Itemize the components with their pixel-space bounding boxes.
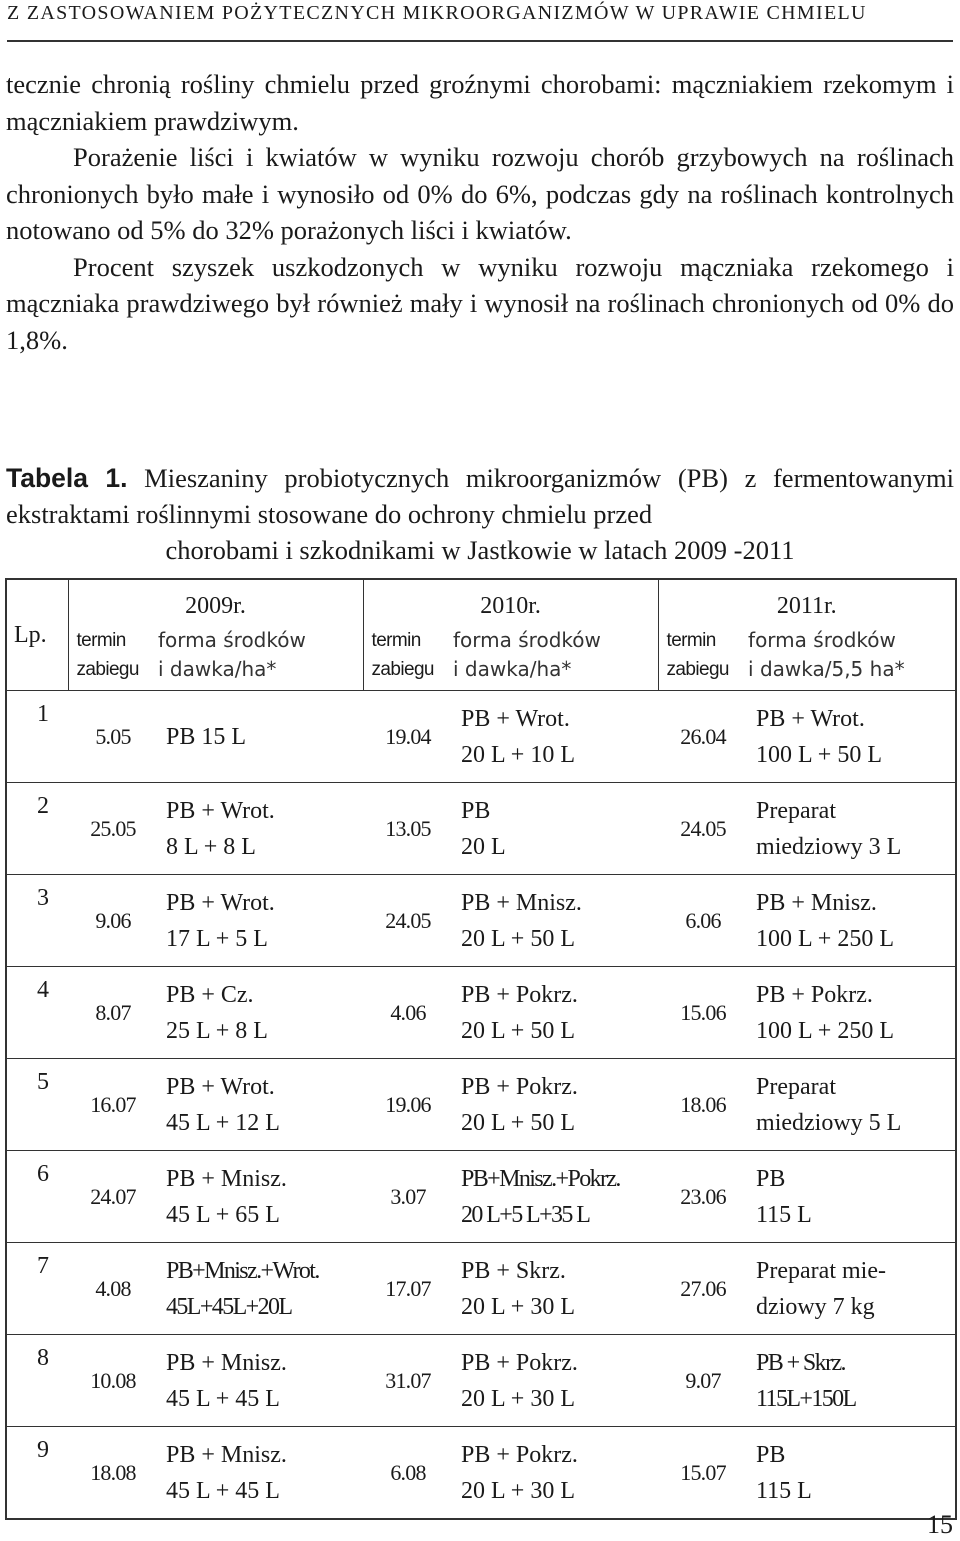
product-name: PB+Mnisz.+Pokrz.	[461, 1165, 620, 1192]
treatment-date: 5.05	[68, 691, 158, 783]
caption-label: Tabela 1.	[6, 463, 128, 493]
product-dose-amount: 20 L + 50 L	[461, 925, 575, 952]
product-dose-amount: 115 L	[756, 1201, 812, 1228]
product-name: PB + Skrz.	[756, 1349, 845, 1376]
product-dose	[748, 691, 956, 783]
treatment-date: 24.05	[363, 875, 453, 967]
caption-last-line: chorobami i szkodnikami w Jastkowie w latach 2009 -2011	[165, 535, 795, 565]
product-dose	[453, 967, 658, 1059]
product-dose-amount: dziowy 7 kg	[756, 1293, 875, 1320]
treatment-date: 13.05	[363, 783, 453, 875]
year-header-row	[6, 579, 956, 620]
year-2009-header: 2009r.	[68, 579, 363, 620]
row-number: 2	[6, 783, 68, 875]
product-dose-amount: 100 L + 50 L	[756, 741, 882, 768]
product-name: PB	[461, 797, 491, 824]
table-row	[6, 1151, 956, 1243]
paragraph-2: Porażenie liści i kwiatów w wyniku rozwoju chorób grzybowych na roślinach chronionych było małe i wynosiło od 0% do 6%, podczas gdy na roślinach kontrolnych notowano od 5% do 32% porażonych liści i kwiatów.	[6, 142, 954, 245]
product-dose	[453, 1059, 658, 1151]
treatment-date: 6.08	[363, 1427, 453, 1520]
treatment-date: 8.07	[68, 967, 158, 1059]
table-row	[6, 1335, 956, 1427]
product-dose	[158, 1059, 363, 1151]
treatment-date: 17.07	[363, 1243, 453, 1335]
row-number: 6	[6, 1151, 68, 1243]
product-dose	[453, 1151, 658, 1243]
lp-header: Lp.	[14, 621, 47, 648]
product-name: PB + Mnisz.	[756, 889, 877, 916]
product-dose	[453, 691, 658, 783]
year-2010-header: 2010r.	[363, 579, 658, 620]
body-text	[6, 66, 954, 358]
product-name: PB + Skrz.	[461, 1257, 566, 1284]
product-dose	[748, 967, 956, 1059]
product-dose-amount: 45 L + 65 L	[166, 1201, 280, 1228]
termin-header-2010: termin zabiegu	[363, 620, 453, 691]
table-row	[6, 783, 956, 875]
product-dose	[748, 1059, 956, 1151]
table-row	[6, 1059, 956, 1151]
product-dose	[158, 1427, 363, 1520]
row-number: 1	[6, 691, 68, 783]
product-dose	[748, 783, 956, 875]
treatment-date: 15.07	[658, 1427, 748, 1520]
product-dose	[453, 875, 658, 967]
product-dose	[158, 691, 363, 783]
forma-header-2010: forma środków i dawka/ha*	[453, 628, 601, 681]
product-dose-amount: 20 L + 30 L	[461, 1293, 575, 1320]
product-name: PB + Wrot.	[461, 705, 570, 732]
termin-header-2011: termin zabiegu	[658, 620, 748, 691]
product-dose	[748, 875, 956, 967]
treatment-date: 27.06	[658, 1243, 748, 1335]
product-name: PB + Cz.	[166, 981, 254, 1008]
product-name: PB 15 L	[166, 723, 247, 750]
year-2011-header: 2011r.	[658, 579, 956, 620]
product-name: PB + Wrot.	[756, 705, 865, 732]
product-dose-amount: 115 L	[756, 1477, 812, 1504]
treatment-date: 9.07	[658, 1335, 748, 1427]
product-name: Preparat mie-	[756, 1257, 886, 1284]
treatment-date: 26.04	[658, 691, 748, 783]
row-number: 8	[6, 1335, 68, 1427]
product-dose-amount: 25 L + 8 L	[166, 1017, 268, 1044]
row-number: 7	[6, 1243, 68, 1335]
treatment-date: 23.06	[658, 1151, 748, 1243]
product-name: Preparat	[756, 1073, 836, 1100]
row-number: 5	[6, 1059, 68, 1151]
product-dose	[748, 1151, 956, 1243]
product-dose	[158, 1335, 363, 1427]
treatment-date: 9.06	[68, 875, 158, 967]
table-row	[6, 1427, 956, 1520]
table-row	[6, 875, 956, 967]
product-dose-amount: 20 L + 30 L	[461, 1385, 575, 1412]
forma-header-2009: forma środków i dawka/ha*	[158, 628, 306, 681]
product-name: PB + Mnisz.	[166, 1165, 287, 1192]
product-name: PB + Mnisz.	[166, 1349, 287, 1376]
treatment-date: 24.05	[658, 783, 748, 875]
product-dose	[453, 1243, 658, 1335]
paragraph-3: Procent szyszek uszkodzonych w wyniku rozwoju mączniaka rzekomego i mączniaka prawdziwego był również mały i wynosił na roślinach chronionych od 0% do 1,8%.	[6, 251, 954, 355]
product-dose	[158, 1243, 363, 1335]
product-dose-amount: 45 L + 45 L	[166, 1385, 280, 1412]
column-header-row	[6, 620, 956, 691]
product-dose-amount: 45 L + 12 L	[166, 1109, 280, 1136]
product-dose	[748, 1427, 956, 1520]
product-dose	[748, 1243, 956, 1335]
table-row	[6, 691, 956, 783]
product-name: PB + Wrot.	[166, 1073, 275, 1100]
product-name: PB + Pokrz.	[461, 1441, 578, 1468]
product-dose-amount: 20 L	[461, 833, 506, 860]
termin-header-2009: termin zabiegu	[68, 620, 158, 691]
paragraph-1: tecznie chronią rośliny chmielu przed groźnymi chorobami: mączniakiem rzekomym i mączniakiem prawdziwym.	[6, 69, 954, 136]
product-dose-amount: 20 L + 30 L	[461, 1477, 575, 1504]
row-number: 3	[6, 875, 68, 967]
product-dose	[453, 783, 658, 875]
product-dose	[158, 967, 363, 1059]
product-dose-amount: 100 L + 250 L	[756, 1017, 894, 1044]
table-row	[6, 1243, 956, 1335]
product-dose-amount: 115L+150L	[756, 1385, 856, 1412]
product-dose-amount: 20 L+5 L+35 L	[461, 1201, 590, 1228]
product-dose	[158, 1151, 363, 1243]
product-dose	[453, 1427, 658, 1520]
table-caption	[6, 460, 954, 568]
treatment-date: 19.04	[363, 691, 453, 783]
product-dose-amount: miedziowy 3 L	[756, 833, 902, 860]
product-name: PB + Mnisz.	[461, 889, 582, 916]
product-name: PB + Pokrz.	[461, 981, 578, 1008]
treatment-date: 6.06	[658, 875, 748, 967]
product-dose	[748, 1335, 956, 1427]
treatment-date: 4.08	[68, 1243, 158, 1335]
product-dose-amount: 45 L + 45 L	[166, 1477, 280, 1504]
product-dose-amount: 45L+45L+20L	[166, 1293, 292, 1320]
product-name: PB + Pokrz.	[461, 1349, 578, 1376]
forma-header-2011: forma środków i dawka/5,5 ha*	[748, 628, 905, 681]
product-name: PB+Mnisz.+Wrot.	[166, 1257, 319, 1284]
product-dose	[453, 1335, 658, 1427]
product-dose-amount: 20 L + 50 L	[461, 1017, 575, 1044]
treatment-date: 10.08	[68, 1335, 158, 1427]
product-name: PB + Wrot.	[166, 797, 275, 824]
running-header: Z ZASTOSOWANIEM POŻYTECZNYCH MIKROORGANIZMÓW W UPRAWIE CHMIELU	[7, 0, 953, 42]
treatment-date: 4.06	[363, 967, 453, 1059]
caption-text: Mieszaniny probiotycznych mikroorganizmów (PB) z fermentowanymi ekstraktami roślinnymi stosowane do ochrony chmielu przed	[6, 463, 955, 529]
row-number: 9	[6, 1427, 68, 1520]
product-name: PB + Pokrz.	[756, 981, 873, 1008]
product-dose	[158, 875, 363, 967]
treatment-date: 24.07	[68, 1151, 158, 1243]
table-row	[6, 967, 956, 1059]
product-name: PB + Wrot.	[166, 889, 275, 916]
treatment-date: 19.06	[363, 1059, 453, 1151]
product-dose-amount: 100 L + 250 L	[756, 925, 894, 952]
treatment-date: 18.06	[658, 1059, 748, 1151]
product-dose	[158, 783, 363, 875]
product-name: PB	[756, 1441, 786, 1468]
treatment-date: 16.07	[68, 1059, 158, 1151]
treatment-date: 31.07	[363, 1335, 453, 1427]
treatment-date: 15.06	[658, 967, 748, 1059]
treatment-date: 3.07	[363, 1151, 453, 1243]
data-table	[5, 578, 957, 1520]
product-dose-amount: 20 L + 50 L	[461, 1109, 575, 1136]
product-dose-amount: miedziowy 5 L	[756, 1109, 902, 1136]
row-number: 4	[6, 967, 68, 1059]
product-name: Preparat	[756, 797, 836, 824]
product-name: PB + Mnisz.	[166, 1441, 287, 1468]
product-dose-amount: 20 L + 10 L	[461, 741, 575, 768]
product-name: PB + Pokrz.	[461, 1073, 578, 1100]
product-dose-amount: 8 L + 8 L	[166, 833, 256, 860]
product-dose-amount: 17 L + 5 L	[166, 925, 268, 952]
treatment-date: 25.05	[68, 783, 158, 875]
product-name: PB	[756, 1165, 786, 1192]
treatment-date: 18.08	[68, 1427, 158, 1520]
page-number: 15	[927, 1510, 953, 1539]
